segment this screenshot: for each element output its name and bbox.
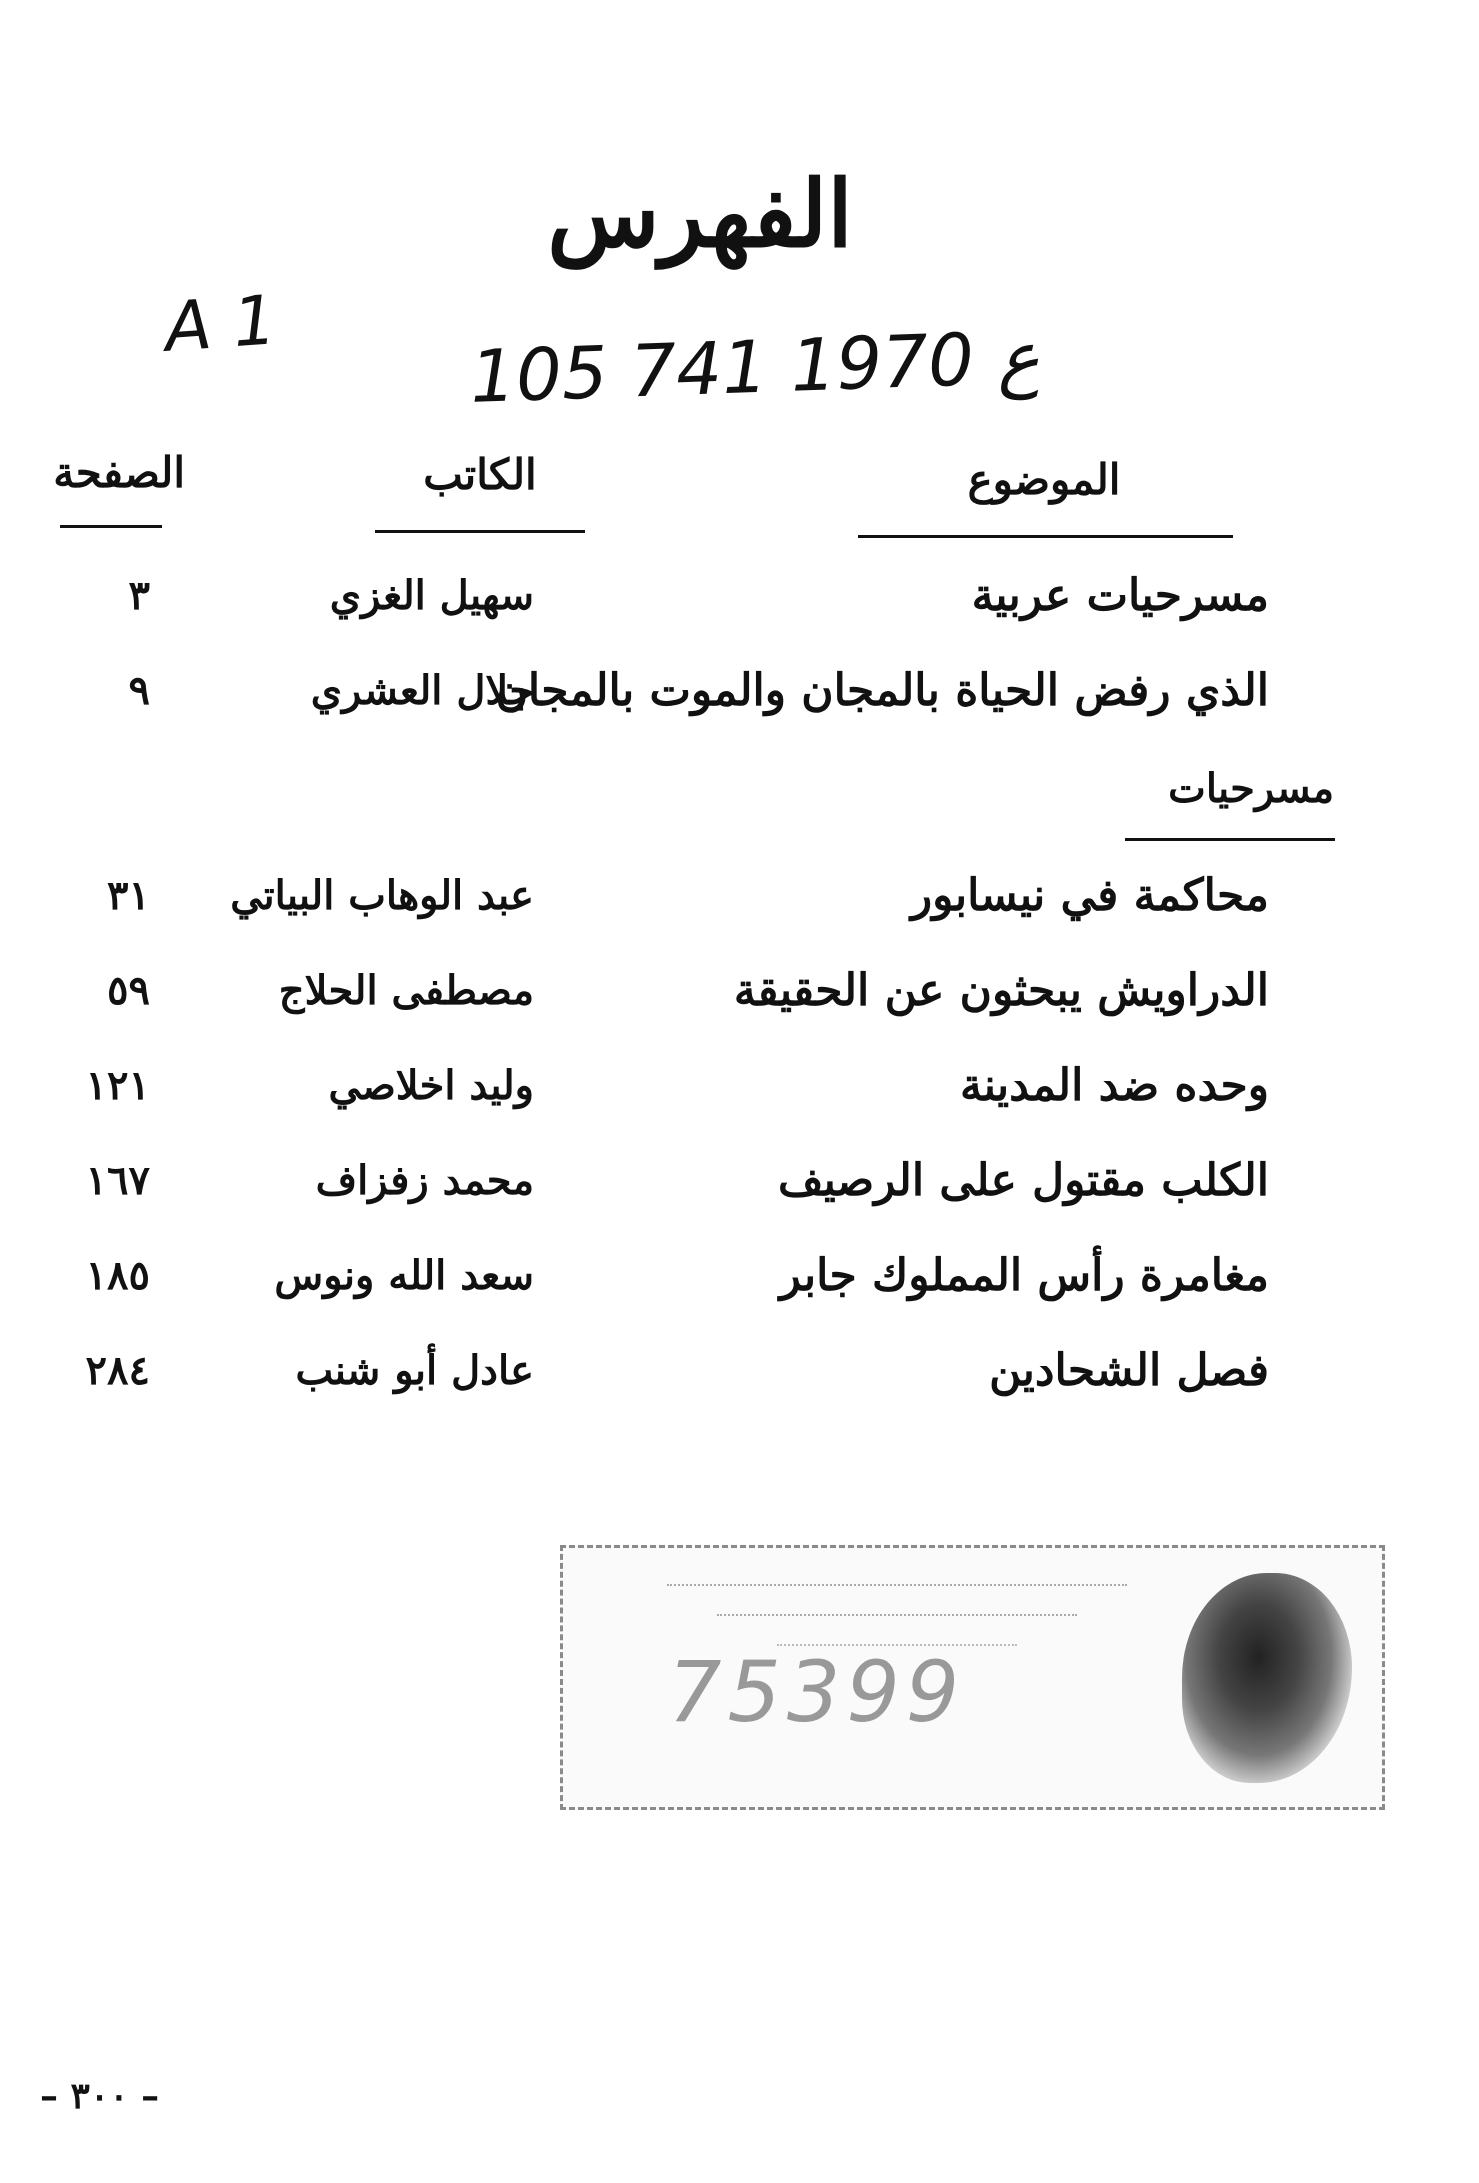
toc-entry-page: ١٨٥ bbox=[85, 1252, 150, 1299]
toc-entry-page: ٢٨٤ bbox=[85, 1347, 150, 1394]
toc-entry-title: الكلب مقتول على الرصيف bbox=[777, 1155, 1269, 1206]
toc-entry-title: الدراويش يبحثون عن الحقيقة bbox=[733, 965, 1269, 1016]
topic-column-header: الموضوع bbox=[967, 455, 1121, 504]
section-heading: مسرحيات bbox=[1168, 765, 1334, 812]
toc-entry-title: فصل الشحادين bbox=[989, 1345, 1269, 1396]
toc-entry-page: ٣١ bbox=[107, 872, 150, 919]
ink-seal-icon bbox=[1182, 1573, 1352, 1783]
toc-entry-author: عادل أبو شنب bbox=[295, 1347, 534, 1394]
toc-entry-title: مسرحيات عربية bbox=[971, 570, 1269, 621]
toc-entry-author: عبد الوهاب البياتي bbox=[230, 872, 534, 919]
toc-entry-page: ٣ bbox=[128, 572, 150, 619]
toc-entry-page: ١٦٧ bbox=[85, 1157, 150, 1204]
library-stamp bbox=[560, 1545, 1385, 1810]
toc-entry-title: وحده ضد المدينة bbox=[960, 1060, 1269, 1111]
toc-entry-author: مصطفى الحلاج bbox=[278, 967, 534, 1014]
page-number: – ٣٠٠ – bbox=[40, 2075, 160, 2117]
author-header-underline bbox=[375, 530, 585, 533]
toc-entry-title: مغامرة رأس المملوك جابر bbox=[779, 1250, 1269, 1301]
toc-entry-author: وليد اخلاصي bbox=[328, 1062, 534, 1109]
toc-entry-author: جلال العشري bbox=[310, 667, 534, 714]
toc-entry-author: محمد زفزاف bbox=[315, 1157, 534, 1204]
toc-entry-author: سهيل الغزي bbox=[329, 572, 534, 619]
page-title: الفهرس bbox=[547, 160, 853, 268]
topic-header-underline bbox=[858, 535, 1233, 538]
handwritten-note: A 1 bbox=[162, 281, 280, 368]
toc-entry-author: سعد الله ونوس bbox=[274, 1252, 534, 1299]
toc-entry-title: محاكمة في نيسابور bbox=[910, 870, 1269, 921]
page-header-underline bbox=[60, 525, 162, 528]
toc-entry-title: الذي رفض الحياة بالمجان والموت بالمجان bbox=[495, 665, 1269, 716]
toc-entry-page: ٩ bbox=[128, 667, 150, 714]
page-column-header: الصفحة bbox=[53, 448, 185, 497]
handwritten-call-number: 105 ع 1970 741 bbox=[468, 315, 1042, 419]
toc-entry-page: ٥٩ bbox=[107, 967, 150, 1014]
section-heading-underline bbox=[1125, 838, 1335, 841]
toc-entry-page: ١٢١ bbox=[85, 1062, 150, 1109]
author-column-header: الكاتب bbox=[423, 450, 537, 499]
stamp-accession-number: 75399 bbox=[668, 1643, 966, 1741]
